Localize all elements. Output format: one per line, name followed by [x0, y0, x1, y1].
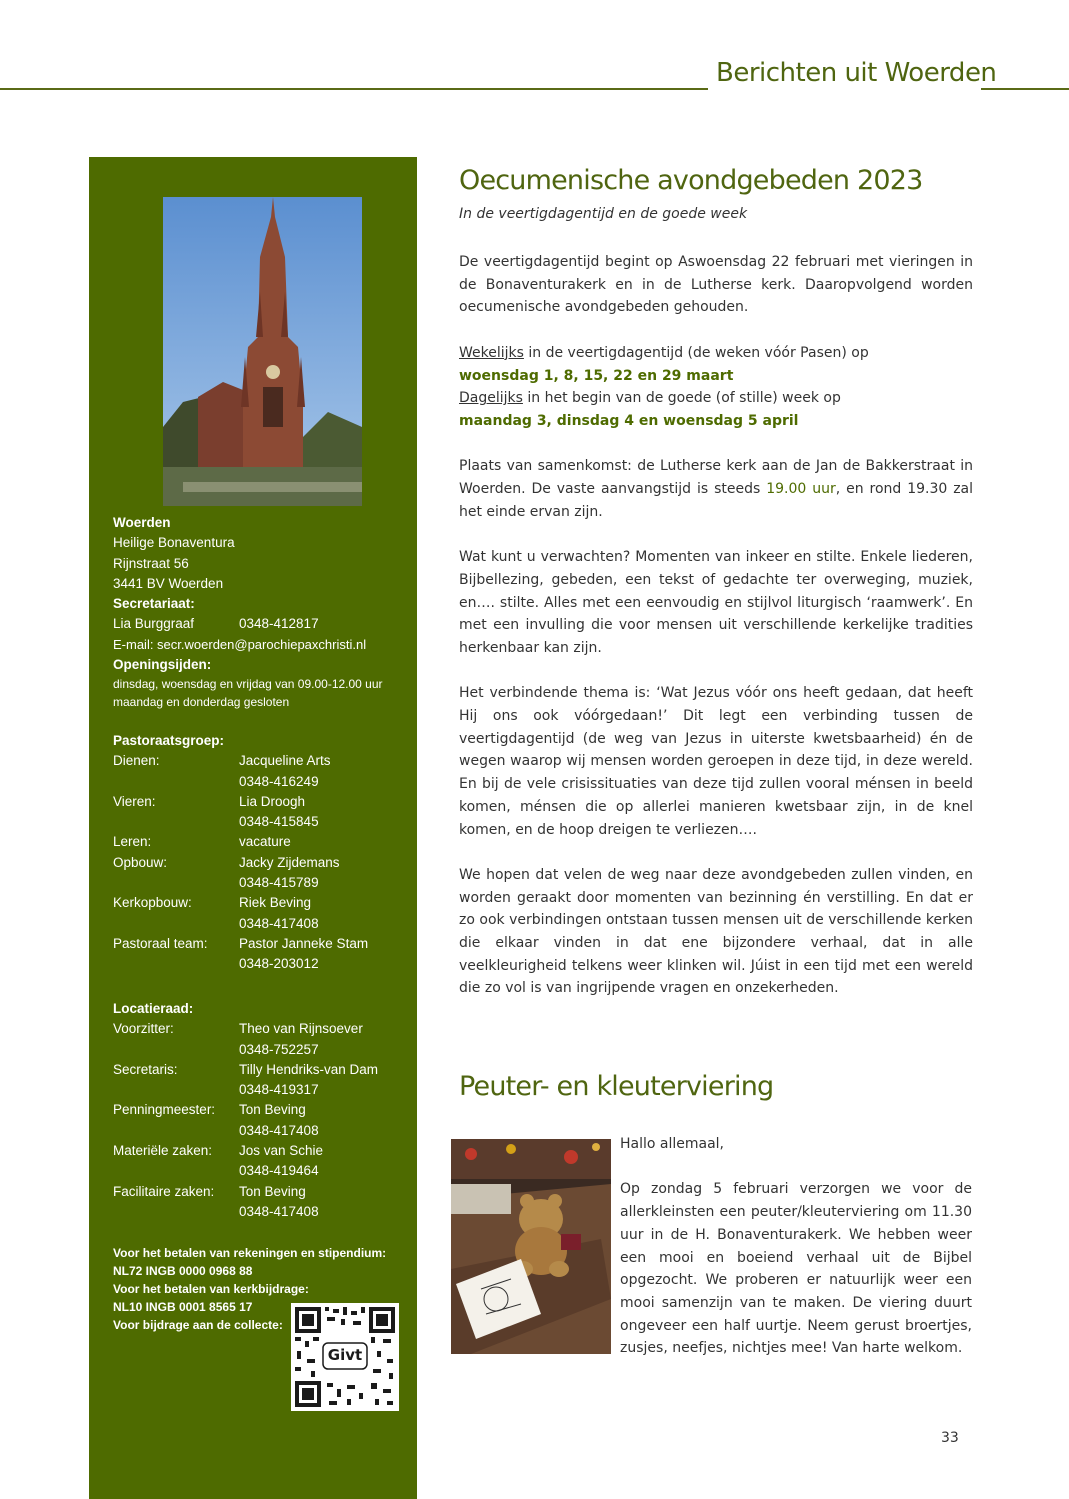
openingstijden-label: Openingsijden: [113, 657, 212, 673]
article-subtitle: In de veertigdagentijd en de goede week [459, 206, 748, 222]
role-label: Vieren: [113, 793, 156, 809]
person-name: Lia Droogh [239, 793, 306, 809]
page-number: 33 [941, 1430, 959, 1446]
street: Rijnstraat 56 [113, 555, 189, 571]
secretariaat-row [113, 614, 383, 634]
person-name: Theo van Rijnsoever [239, 1021, 363, 1037]
person-phone: 0348-417408 [239, 1203, 319, 1219]
locatieraad [113, 999, 378, 1222]
person-phone: 0348-415845 [239, 814, 319, 830]
daily-line [459, 387, 973, 410]
daily-label: Dagelijks [459, 390, 523, 407]
payment-line: Voor het betalen van rekeningen en stipendium: [113, 1246, 387, 1260]
paragraph: Wat kunt u verwachten? Momenten van inkeer en stilte. Enkele liederen, Bijbellezing, gebeden, een tekst of gedachte ter overweging, muziek, en…. stilte. Alles met een eenvoudig en stijlvol liturgisch ‘raamwerk’. En met een invulling die voor mensen uit verschillende kerkelijke tradities herkenbaar kan zijn. [459, 549, 973, 656]
person-name: Ton Beving [239, 1102, 306, 1118]
secretariaat-label: Secretariaat: [113, 596, 195, 612]
person-phone: 0348-416249 [239, 773, 319, 789]
greeting: Hallo allemaal, [620, 1136, 725, 1152]
teddy-bear-photo [451, 1139, 611, 1354]
person-name: Pastor Janneke Stam [239, 935, 369, 951]
paragraph: Het verbindende thema is: ‘Wat Jezus vóór ons heeft gedaan, dat heeft Hij ons ook vóórgedaan!’ Dit legt een verbinding tussen de veertigdagentijd (de weg van Jezus in uiterste kwetsbaarheid) én de wegen waarop wij mensen worden geroepen in deze tijd, in deze wereld. En bij de vele crisissituaties van deze tijd zullen vooral ménsen in beeld komen, ménsen die op allerlei manieren kwetsbaar zijn, in de knel komen, en de hoop dreigen te verliezen…. [459, 685, 973, 838]
role-label: Materiële zaken: [113, 1143, 213, 1159]
role-label: Voorzitter: [113, 1021, 174, 1037]
weekly-label: Wekelijks [459, 344, 524, 361]
person-name: Jacqueline Arts [239, 753, 331, 769]
article-title: Oecumenische avondgebeden 2023 [459, 165, 923, 196]
payment-line: Voor het betalen van kerkbijdrage: [113, 1282, 309, 1296]
location-title: Woerden [113, 515, 171, 530]
person-phone: 0348-419464 [239, 1163, 319, 1179]
church-photo [163, 197, 362, 506]
paragraph: Plaats van samenkomst: de Lutherse kerk aan de Jan de Bakkerstraat in Woerden. De vaste aanvangstijd is steeds 19.00 uur, en rond 19.30 zal het einde ervan zijn. [459, 458, 974, 520]
article-body [459, 251, 973, 1000]
locatieraad-label: Locatieraad: [113, 1001, 194, 1016]
role-label: Pastoraal team: [113, 935, 208, 951]
role-label: Opbouw: [113, 854, 168, 870]
city: 3441 BV Woerden [113, 575, 224, 591]
paragraph: De veertigdagentijd begint op Aswoensdag 22 februari met vieringen in de Bonaventurakerk en in de Lutherse kerk. Daaropvolgend worden oecumenische avondgebeden gehouden. [459, 254, 973, 316]
pastoraatsgroep-label: Pastoraatsgroep: [113, 733, 225, 748]
section-title: Berichten uit Woerden [716, 58, 997, 88]
role-label: Secretaris: [113, 1061, 178, 1077]
person-name: Ton Beving [239, 1183, 306, 1199]
person-phone: 0348-415789 [239, 875, 319, 891]
person-name: Riek Beving [239, 895, 312, 911]
email-line[interactable]: E-mail: secr.woerden@parochiepaxchristi.nl [113, 636, 367, 652]
sidebar-address [113, 513, 383, 711]
secretariaat-name: Lia Burggraaf [113, 616, 195, 632]
person-phone: 0348-203012 [239, 956, 319, 972]
start-time: 19.00 uur [766, 481, 836, 497]
payment-line: Voor bijdrage aan de collecte: [113, 1318, 283, 1332]
role-label: Facilitaire zaken: [113, 1183, 215, 1199]
article-title: Peuter- en kleuterviering [459, 1071, 774, 1102]
header-rule-right [981, 88, 1069, 90]
person-name: Jacky Zijdemans [239, 854, 340, 870]
church-name: Heilige Bonaventura [113, 535, 235, 551]
secretariaat-phone: 0348-412817 [239, 616, 319, 632]
person-phone: 0348-417408 [239, 915, 319, 931]
openingstijden-1: dinsdag, woensdag en vrijdag van 09.00-12.00 uur [113, 677, 383, 692]
weekly-dates: woensdag 1, 8, 15, 22 en 29 maart [459, 367, 734, 384]
weekly-rest: in de veertigdagentijd (de weken vóór Pasen) op [523, 344, 869, 361]
person-name: Tilly Hendriks-van Dam [239, 1061, 379, 1077]
article2-body [620, 1133, 972, 1360]
role-label: Leren: [113, 834, 152, 850]
contact-sidebar [89, 157, 417, 1499]
person-phone: 0348-419317 [239, 1082, 319, 1098]
role-label: Kerkopbouw: [113, 895, 192, 911]
role-label: Dienen: [113, 753, 160, 769]
paragraph: Op zondag 5 februari verzorgen we voor de allerkleinsten een peuter/kleuterviering om 11.30 uur in de H. Bonaventurakerk. We hebben weer een mooi en boeiend verhaal uit de Bijbel opgezocht. We proberen er natuurlijk weer een mooi samenzijn van te maken. De viering duurt ongeveer een half uurtje. Neem gerust broertjes, zusjes, neefjes, nichtjes mee! Van harte welkom. [620, 1181, 972, 1357]
person-name: Jos van Schie [239, 1143, 324, 1159]
weekly-line [459, 342, 973, 365]
daily-rest: in het begin van de goede (of stille) week op [522, 390, 841, 407]
pastoraatsgroep [113, 731, 368, 975]
role-label: Penningmeester: [113, 1102, 216, 1118]
daily-dates: maandag 3, dinsdag 4 en woensdag 5 april [459, 412, 799, 429]
iban-2: NL10 INGB 0001 8565 17 [113, 1300, 253, 1314]
givt-logo: Givt [327, 1346, 363, 1364]
iban-1: NL72 INGB 0000 0968 88 [113, 1264, 253, 1278]
paragraph: We hopen dat velen de weg naar deze avondgebeden zullen vinden, en worden geraakt door momenten van bezinning én verstilling. En dat er zo ook verbindingen ontstaan tussen mensen uit de verschillende kerken die elkaar vinden in dat ene bijzondere verhaal, dat in alle veelkleurigheid telkens weer klinken wil. Júist in een tijd met een wereld die zo vol is van ingrijpende vragen en onzekerheden. [459, 866, 973, 997]
person-phone: 0348-417408 [239, 1122, 319, 1138]
person-phone: 0348-752257 [239, 1041, 319, 1057]
header-rule-left [0, 88, 708, 90]
openingstijden-2: maandag en donderdag gesloten [113, 695, 290, 710]
person-name: vacature [239, 834, 291, 850]
